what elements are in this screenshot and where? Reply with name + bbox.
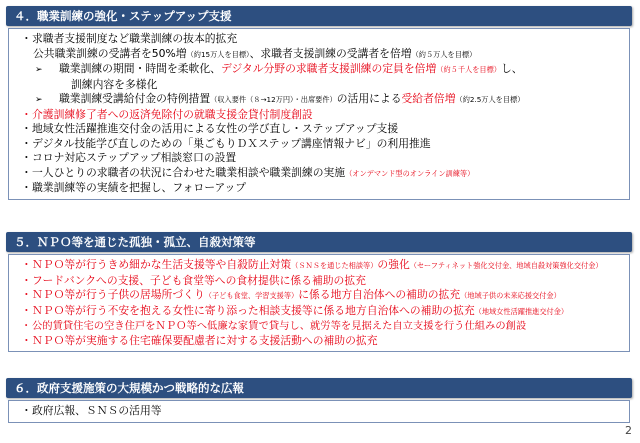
list-item: ・職業訓練等の実績を把握し、フォローアップ bbox=[21, 181, 247, 194]
list-item: ・フードバンクへの支援、子ども食堂等への食材提供に係る補助の拡充 bbox=[21, 273, 366, 287]
list-item: ・求職者支援制度など職業訓練の抜本的拡充 bbox=[21, 32, 238, 45]
list-item: ・ＮＰＯ等が実施する住宅確保要配慮者に対する支援活動への補助の拡充 bbox=[21, 333, 378, 347]
list-item: ・ＮＰＯ等が行う不安を抱える女性に寄り添った相談支援等に係る地方自治体への補助の拡充（地域女性活躍推進交付金） bbox=[21, 303, 569, 317]
list-item: ・介護訓練修了者への返済免除付の就職支援金貸付制度創設 bbox=[21, 107, 313, 121]
list-item: ・公的賃貸住宅の空き住戸をＮＰＯ等へ低廉な家賃で貸与し、就労等を見据えた自立支援を行う仕組みの創設 bbox=[21, 320, 527, 332]
section-4-heading: ４．職業訓練の強化・ステップアップ支援 bbox=[6, 6, 632, 26]
section-6-heading: ６．政府支援施策の大規模かつ戦略的な広報 bbox=[6, 378, 632, 398]
arrow-bullet-icon: ➢ bbox=[35, 65, 43, 75]
list-item: 訓練内容を多様化 bbox=[71, 77, 158, 91]
section-5-heading: ５．ＮＰＯ等を通じた孤独・孤立、自殺対策等 bbox=[6, 232, 632, 252]
section-6-body bbox=[8, 400, 630, 423]
list-item: ・ＮＰＯ等が行う子供の居場所づくり（子ども食堂、学習支援等）に係る地方自治体への補助の拡充（地域子供の未来応援交付金） bbox=[21, 288, 561, 301]
section-4 bbox=[6, 6, 632, 200]
arrow-bullet-icon: ➢ bbox=[35, 95, 43, 105]
section-4-body bbox=[8, 28, 630, 200]
page-number: 2 bbox=[625, 424, 632, 437]
list-item: ・デジタル技能学び直しのための「巣ごもりＤＸステップ講座情報ナビ」の利用推進 bbox=[21, 136, 431, 150]
list-item: ➢ 職業訓練受講給付金の特例措置（収入要件（８→12万円）・出席要件）の活用による受給者倍増（約2.5万人を目標） bbox=[21, 92, 623, 108]
list-item: ・ＮＰＯ等が行うきめ細かな生活支援等や自殺防止対策（ＳＮＳを通じた相談等）の強化（セーフティネット強化交付金、地域自殺対策強化交付金） bbox=[21, 258, 603, 271]
list-item: ・地域女性活躍推進交付金の活用による女性の学び直し・ステップアップ支援 bbox=[21, 122, 399, 135]
list-item: ➢ 職業訓練の期間・時間を柔軟化、デジタル分野の求職者支援訓練の定員を倍増（約５千人を目標）し、 bbox=[21, 62, 623, 78]
list-item: 公共職業訓練の受講者を50%増（約15万人を目標）、求職者支援訓練の受講者を倍増（約５万人を目標） bbox=[33, 46, 477, 60]
section-6 bbox=[6, 378, 632, 423]
list-item: ・政府広報、ＳＮＳの活用等 bbox=[21, 404, 162, 417]
section-5-body bbox=[8, 254, 630, 352]
list-item: ・コロナ対応ステップアップ相談窓口の設置 bbox=[21, 151, 237, 164]
list-item: ・一人ひとりの求職者の状況に合わせた職業相談や職業訓練の実施（オンデマンド型のオンライン訓練等） bbox=[21, 165, 475, 179]
section-5 bbox=[6, 232, 632, 352]
